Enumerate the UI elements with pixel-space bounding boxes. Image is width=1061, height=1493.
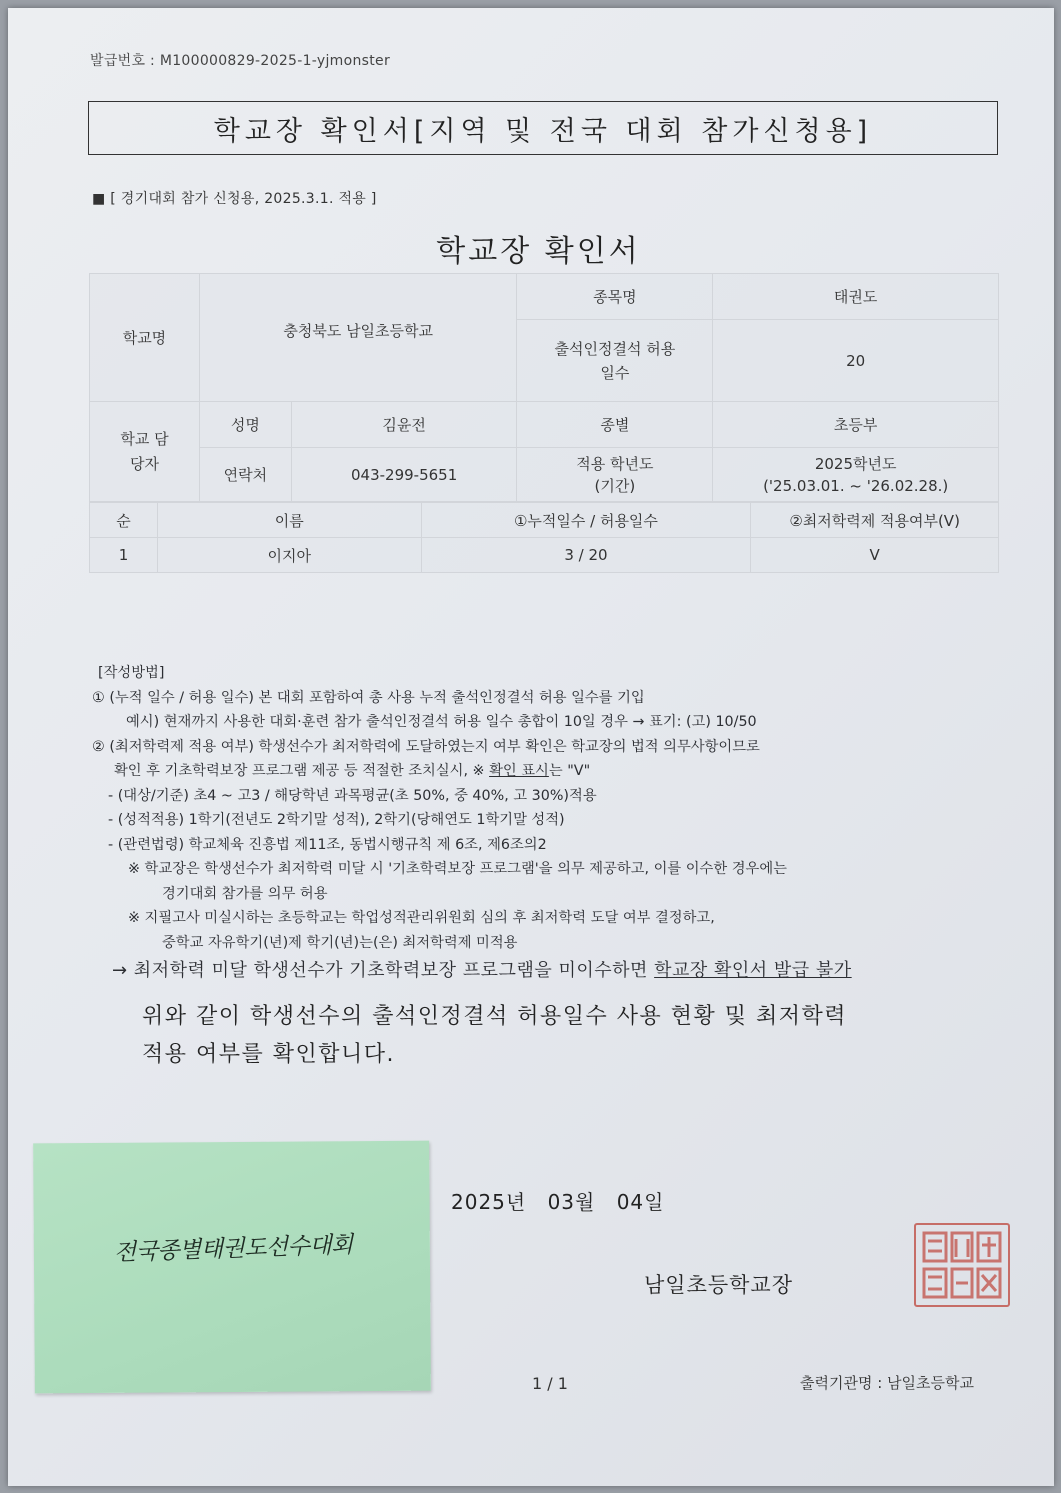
instruction-line: 예시) 현재까지 사용한 대회·훈련 참가 출석인정결석 허용 일수 총합이 10일 경우 → 표기: (고) 10/50 bbox=[126, 714, 757, 730]
col-header-no: 순 bbox=[90, 503, 158, 538]
division-value: 초등부 bbox=[713, 402, 999, 448]
instruction-emphasis: 확인 표시 bbox=[489, 763, 549, 779]
seal-icon bbox=[916, 1225, 1008, 1305]
instruction-text: 는 "V" bbox=[548, 763, 591, 779]
year-value bbox=[713, 448, 999, 502]
issue-number: 발급번호 : M100000829-2025-1-yjmonster bbox=[90, 53, 391, 69]
students-table bbox=[89, 502, 999, 573]
table-row bbox=[90, 538, 999, 573]
page-title: 학교장 확인서 bbox=[436, 234, 641, 269]
allow-days-label-text: 출석인정결석 허용일수 bbox=[554, 339, 676, 382]
allow-days-label bbox=[517, 320, 713, 402]
contact-value: 043-299-5651 bbox=[291, 448, 517, 502]
instruction-line: ※ 학교장은 학생선수가 최저학력 미달 시 '기초학력보장 프로그램'을 의무 제공하고, 이를 이수한 경우에는 bbox=[128, 861, 787, 877]
sticky-note-handwriting: 전국종별태권도선수대회 bbox=[113, 1232, 354, 1266]
sticky-note bbox=[33, 1141, 431, 1394]
year-label-text: 적용 학년도 (기간) bbox=[576, 454, 654, 495]
instruction-line: - (성적적용) 1학기(전년도 2학기말 성적), 2학기(당해연도 1학기말 성적) bbox=[108, 812, 565, 828]
manager-label bbox=[90, 402, 200, 502]
manager-label-text: 학교 담당자 bbox=[120, 429, 169, 473]
period-value: ('25.03.01. ~ '26.02.28.) bbox=[763, 476, 949, 495]
instruction-line bbox=[92, 959, 1012, 984]
instruction-line: - (대상/기준) 초4 ~ 고3 / 해당학년 과목평균(초 50%, 중 40%, 고 30%)적용 bbox=[108, 787, 597, 804]
school-label: 학교명 bbox=[90, 274, 200, 402]
event-value: 태권도 bbox=[713, 274, 999, 320]
form-note: ■ [ 경기대회 참가 신청용, 2025.3.1. 적용 ] bbox=[92, 191, 377, 207]
col-header-name: 이름 bbox=[157, 503, 421, 538]
allow-days-value: 20 bbox=[713, 320, 999, 402]
principal-signature: 남일초등학교장 bbox=[644, 1273, 794, 1297]
cell-days: 3 / 20 bbox=[421, 538, 751, 573]
year-label bbox=[517, 448, 713, 502]
instruction-line: 경기대회 참가를 의무 허용 bbox=[162, 885, 328, 902]
info-table-wrap bbox=[89, 273, 999, 573]
instruction-line: - (관련법령) 학교체육 진흥법 제11조, 동법시행규칙 제 6조, 제6조의2 bbox=[108, 836, 547, 853]
confirmation-line-1: 위와 같이 학생선수의 출석인정결석 허용일수 사용 현황 및 최저학력 bbox=[142, 1004, 848, 1029]
instruction-line: ※ 지필고사 미실시하는 초등학교는 학업성적관리위원회 심의 후 최저학력 도달 여부 결정하고, bbox=[128, 910, 715, 926]
page-number: 1 / 1 bbox=[532, 1374, 568, 1393]
printer-info: 출력기관명 : 남일초등학교 bbox=[800, 1374, 974, 1392]
school-value: 충청북도 남일초등학교 bbox=[199, 274, 517, 402]
confirmation-line-2: 적용 여부를 확인합니다. bbox=[142, 1042, 396, 1067]
confirmation-statement bbox=[142, 998, 847, 1074]
instruction-emphasis: 학교장 확인서 발급 불가 bbox=[654, 960, 852, 981]
instruction-line bbox=[92, 759, 1012, 784]
seal-stamp bbox=[914, 1223, 1010, 1307]
form-title bbox=[88, 101, 998, 155]
col-header-days: ①누적일수 / 허용일수 bbox=[421, 503, 751, 538]
issue-date: 2025년 03월 04일 bbox=[451, 1190, 665, 1214]
cell-min-grade: V bbox=[751, 538, 999, 573]
instruction-text: → 최저학력 미달 학생선수가 기초학력보장 프로그램을 미이수하면 bbox=[112, 960, 655, 981]
contact-label: 연락처 bbox=[199, 448, 291, 502]
form-title-text: 학교장 확인서[지역 및 전국 대회 참가신청용] bbox=[213, 115, 873, 147]
name-label: 성명 bbox=[199, 402, 291, 448]
students-header-row bbox=[90, 503, 999, 538]
instruction-line: ② (최저학력제 적용 여부) 학생선수가 최저학력에 도달하였는지 여부 확인은 학교장의 법적 의무사항이므로 bbox=[92, 738, 760, 755]
cell-name: 이지아 bbox=[157, 538, 421, 573]
year-value-text: 2025학년도 bbox=[814, 454, 897, 473]
col-header-min-grade: ②최저학력제 적용여부(V) bbox=[751, 503, 999, 538]
info-table bbox=[89, 273, 999, 502]
event-label: 종목명 bbox=[517, 274, 713, 320]
cell-no: 1 bbox=[90, 538, 158, 573]
instruction-text: 확인 후 기초학력보장 프로그램 제공 등 적절한 조치실시, ※ bbox=[114, 763, 490, 779]
name-value: 김윤전 bbox=[291, 402, 517, 448]
instructions-heading: [작성방법] bbox=[98, 665, 165, 681]
instruction-line: ① (누적 일수 / 허용 일수) 본 대회 포함하여 총 사용 누적 출석인정결석 허용 일수를 기입 bbox=[92, 689, 645, 706]
division-label: 종별 bbox=[517, 402, 713, 448]
instruction-line: 중학교 자유학기(년)제 학기(년)는(은) 최저학력제 미적용 bbox=[162, 934, 518, 951]
instructions bbox=[92, 661, 1012, 984]
